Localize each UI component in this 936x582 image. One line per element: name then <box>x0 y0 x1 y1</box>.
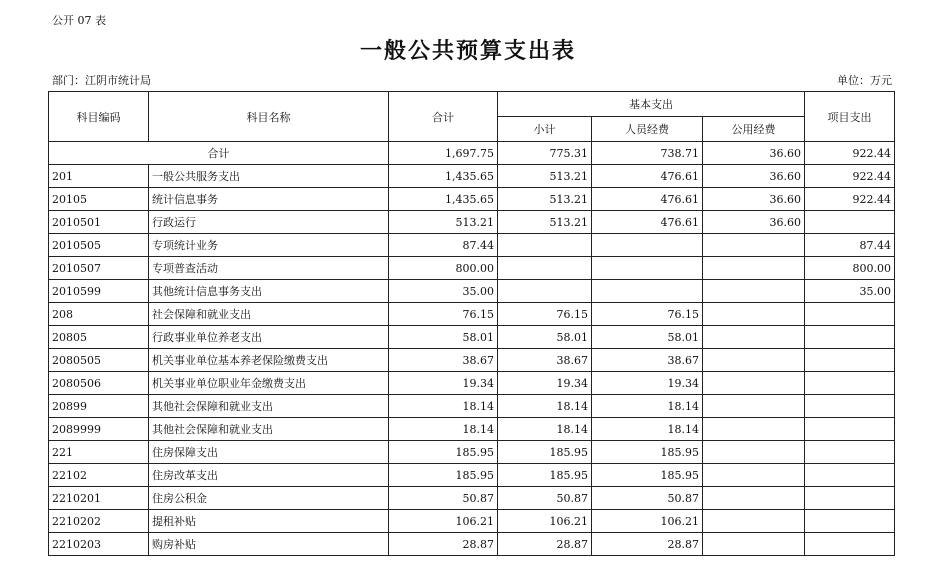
total-cell: 185.95 <box>389 464 498 487</box>
name-cell: 一般公共服务支出 <box>149 165 389 188</box>
header-project: 项目支出 <box>805 92 895 142</box>
table-row <box>49 349 895 372</box>
total-cell: 19.34 <box>389 372 498 395</box>
table-row <box>49 395 895 418</box>
total-cell: 28.87 <box>389 533 498 556</box>
table-row <box>49 510 895 533</box>
project-cell <box>805 303 895 326</box>
personnel-cell: 38.67 <box>592 349 703 372</box>
code-cell: 2010505 <box>49 234 149 257</box>
table-row <box>49 372 895 395</box>
public-cell: 36.60 <box>703 188 805 211</box>
public-cell <box>703 418 805 441</box>
project-cell: 87.44 <box>805 234 895 257</box>
subtotal-cell: 28.87 <box>498 533 592 556</box>
public-cell <box>703 349 805 372</box>
code-cell: 2210201 <box>49 487 149 510</box>
public-cell <box>703 395 805 418</box>
subtotal-cell: 18.14 <box>498 418 592 441</box>
project-cell <box>805 510 895 533</box>
header-total: 合计 <box>389 92 498 142</box>
subtotal-cell: 185.95 <box>498 441 592 464</box>
personnel-cell: 185.95 <box>592 464 703 487</box>
public-cell <box>703 257 805 280</box>
name-cell: 其他统计信息事务支出 <box>149 280 389 303</box>
personnel-cell: 18.14 <box>592 395 703 418</box>
public-cell <box>703 533 805 556</box>
total-cell: 1,435.65 <box>389 165 498 188</box>
name-cell: 住房公积金 <box>149 487 389 510</box>
project-cell <box>805 464 895 487</box>
total-cell: 106.21 <box>389 510 498 533</box>
form-number: 公开 07 表 <box>52 14 106 27</box>
code-cell: 201 <box>49 165 149 188</box>
budget-table <box>48 91 895 556</box>
table-row <box>49 165 895 188</box>
name-cell: 住房改革支出 <box>149 464 389 487</box>
name-cell: 机关事业单位基本养老保险缴费支出 <box>149 349 389 372</box>
public-cell <box>703 441 805 464</box>
name-cell: 其他社会保障和就业支出 <box>149 395 389 418</box>
personnel-cell: 18.14 <box>592 418 703 441</box>
name-cell: 其他社会保障和就业支出 <box>149 418 389 441</box>
subtotal-cell: 50.87 <box>498 487 592 510</box>
project-cell <box>805 441 895 464</box>
code-cell: 20105 <box>49 188 149 211</box>
name-cell: 专项普查活动 <box>149 257 389 280</box>
total-cell: 1,697.75 <box>389 142 498 165</box>
personnel-cell: 58.01 <box>592 326 703 349</box>
public-cell: 36.60 <box>703 165 805 188</box>
name-cell: 住房保障支出 <box>149 441 389 464</box>
table-row <box>49 533 895 556</box>
header-name: 科目名称 <box>149 92 389 142</box>
public-cell <box>703 234 805 257</box>
project-cell <box>805 487 895 510</box>
total-cell: 800.00 <box>389 257 498 280</box>
personnel-cell <box>592 257 703 280</box>
personnel-cell <box>592 280 703 303</box>
name-cell: 提租补贴 <box>149 510 389 533</box>
public-cell: 36.60 <box>703 211 805 234</box>
total-cell: 18.14 <box>389 418 498 441</box>
code-cell: 2010501 <box>49 211 149 234</box>
table-row <box>49 326 895 349</box>
subtotal-cell: 775.31 <box>498 142 592 165</box>
total-cell: 513.21 <box>389 211 498 234</box>
subtotal-cell <box>498 280 592 303</box>
public-cell: 36.60 <box>703 142 805 165</box>
personnel-cell: 106.21 <box>592 510 703 533</box>
page-title: 一般公共预算支出表 <box>359 38 576 64</box>
total-row <box>49 142 895 165</box>
table-row <box>49 234 895 257</box>
code-cell: 2210203 <box>49 533 149 556</box>
subtotal-cell: 513.21 <box>498 211 592 234</box>
project-cell <box>805 372 895 395</box>
project-cell: 800.00 <box>805 257 895 280</box>
total-cell: 50.87 <box>389 487 498 510</box>
project-cell <box>805 211 895 234</box>
table-body <box>49 142 895 556</box>
subtotal-cell: 19.34 <box>498 372 592 395</box>
personnel-cell <box>592 234 703 257</box>
subtotal-cell: 38.67 <box>498 349 592 372</box>
code-cell: 2210202 <box>49 510 149 533</box>
table-row <box>49 280 895 303</box>
table-row <box>49 418 895 441</box>
public-cell <box>703 326 805 349</box>
name-cell: 机关事业单位职业年金缴费支出 <box>149 372 389 395</box>
personnel-cell: 185.95 <box>592 441 703 464</box>
table-row <box>49 211 895 234</box>
name-cell: 专项统计业务 <box>149 234 389 257</box>
public-cell <box>703 280 805 303</box>
subtotal-cell: 185.95 <box>498 464 592 487</box>
code-cell: 2080505 <box>49 349 149 372</box>
subtotal-cell: 58.01 <box>498 326 592 349</box>
total-cell: 18.14 <box>389 395 498 418</box>
personnel-cell: 28.87 <box>592 533 703 556</box>
total-cell: 38.67 <box>389 349 498 372</box>
project-cell <box>805 418 895 441</box>
subtotal-cell <box>498 234 592 257</box>
table-row <box>49 487 895 510</box>
public-cell <box>703 510 805 533</box>
code-cell: 22102 <box>49 464 149 487</box>
personnel-cell: 476.61 <box>592 165 703 188</box>
code-cell: 2010599 <box>49 280 149 303</box>
subtotal-cell: 18.14 <box>498 395 592 418</box>
subtotal-cell: 76.15 <box>498 303 592 326</box>
table-row <box>49 464 895 487</box>
total-cell: 1,435.65 <box>389 188 498 211</box>
public-cell <box>703 303 805 326</box>
table-row <box>49 188 895 211</box>
project-cell <box>805 395 895 418</box>
personnel-cell: 19.34 <box>592 372 703 395</box>
personnel-cell: 76.15 <box>592 303 703 326</box>
code-cell: 20805 <box>49 326 149 349</box>
code-cell: 2080506 <box>49 372 149 395</box>
header-personnel: 人员经费 <box>592 117 703 142</box>
name-cell: 行政运行 <box>149 211 389 234</box>
personnel-cell: 476.61 <box>592 211 703 234</box>
total-label: 合计 <box>49 142 389 165</box>
total-cell: 87.44 <box>389 234 498 257</box>
public-cell <box>703 372 805 395</box>
project-cell: 922.44 <box>805 188 895 211</box>
total-cell: 35.00 <box>389 280 498 303</box>
name-cell: 行政事业单位养老支出 <box>149 326 389 349</box>
total-cell: 185.95 <box>389 441 498 464</box>
total-cell: 58.01 <box>389 326 498 349</box>
table-row <box>49 257 895 280</box>
header-subtotal: 小计 <box>498 117 592 142</box>
public-cell <box>703 464 805 487</box>
project-cell: 922.44 <box>805 142 895 165</box>
subtotal-cell: 106.21 <box>498 510 592 533</box>
project-cell: 922.44 <box>805 165 895 188</box>
code-cell: 208 <box>49 303 149 326</box>
subtotal-cell: 513.21 <box>498 188 592 211</box>
total-cell: 76.15 <box>389 303 498 326</box>
code-cell: 20899 <box>49 395 149 418</box>
header-public: 公用经费 <box>703 117 805 142</box>
project-cell <box>805 349 895 372</box>
project-cell: 35.00 <box>805 280 895 303</box>
department-label: 部门：江阴市统计局 <box>52 74 151 87</box>
code-cell: 2010507 <box>49 257 149 280</box>
name-cell: 统计信息事务 <box>149 188 389 211</box>
project-cell <box>805 326 895 349</box>
personnel-cell: 476.61 <box>592 188 703 211</box>
subtotal-cell <box>498 257 592 280</box>
unit-label: 单位：万元 <box>837 74 892 87</box>
header-basic: 基本支出 <box>498 92 805 117</box>
code-cell: 221 <box>49 441 149 464</box>
table-row <box>49 303 895 326</box>
table-row <box>49 441 895 464</box>
project-cell <box>805 533 895 556</box>
name-cell: 购房补贴 <box>149 533 389 556</box>
personnel-cell: 738.71 <box>592 142 703 165</box>
public-cell <box>703 487 805 510</box>
name-cell: 社会保障和就业支出 <box>149 303 389 326</box>
subtotal-cell: 513.21 <box>498 165 592 188</box>
header-code: 科目编码 <box>49 92 149 142</box>
personnel-cell: 50.87 <box>592 487 703 510</box>
code-cell: 2089999 <box>49 418 149 441</box>
